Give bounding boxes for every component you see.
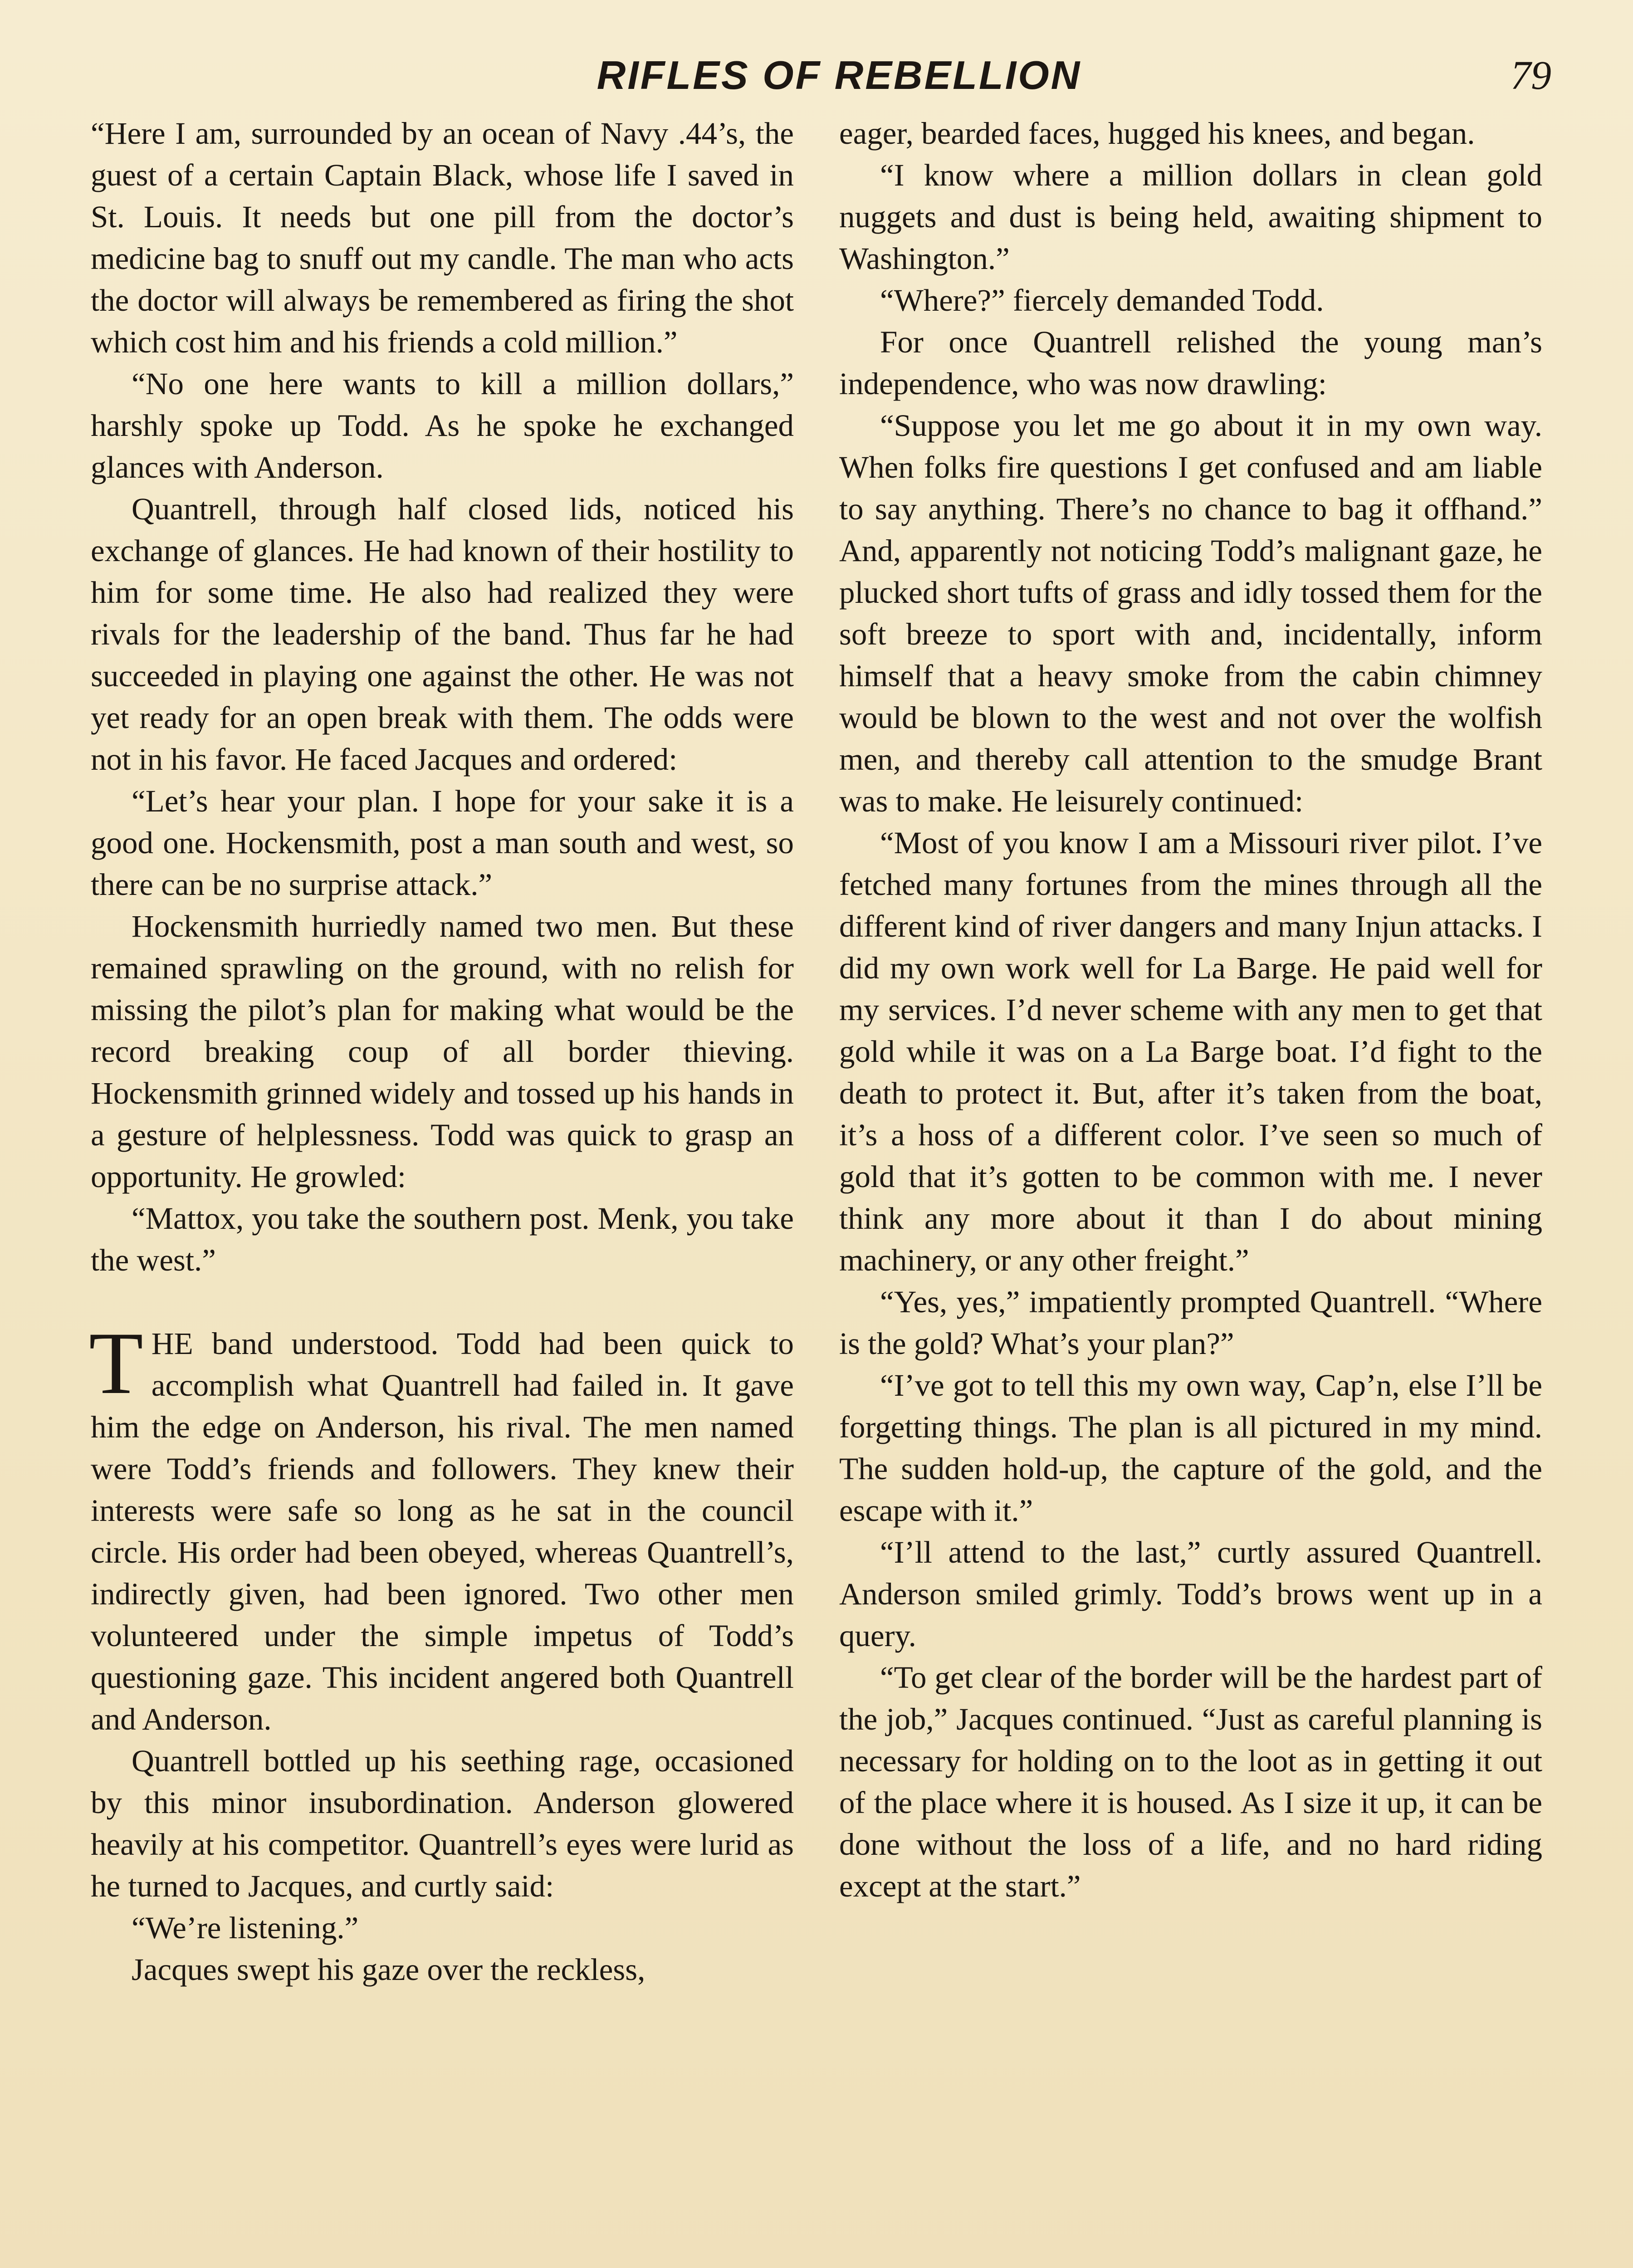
paragraph: “I’ve got to tell this my own way, Cap’n, else I’ll be forgetting things. The plan is all pictured in my mind. The sudden hold-up, the capture of the gold, and the escape with it.” <box>839 1368 1542 1528</box>
paragraph: Quantrell, through half closed lids, noticed his exchange of glances. He had known of their hostility to him for some time. He also had realized they were rivals for the leadership of the band. Thus far he had succeeded in playing one against the other. He was not yet ready for an open break with them. The odds were not in his favor. He faced Jacques and ordered: <box>91 492 794 777</box>
paragraph: For once Quantrell relished the young man’s independence, who was now drawling: <box>839 325 1542 401</box>
paragraph: “Let’s hear your plan. I hope for your sake it is a good one. Hockensmith, post a man south and west, so there can be no surprise attack.” <box>91 784 794 902</box>
right-text-column <box>839 112 1542 1907</box>
paragraph: “Yes, yes,” impatiently prompted Quantrell. “Where is the gold? What’s your plan?” <box>839 1285 1542 1361</box>
paragraph: “Where?” fiercely demanded Todd. <box>880 283 1324 318</box>
drop-cap-letter: T <box>89 1314 143 1413</box>
paragraph: Quantrell bottled up his seething rage, occasioned by this minor insubordination. Anderson glowered heavily at his competitor. Quantrell’s eyes were lurid as he turned to Jacques, and curtly said: <box>91 1744 794 1903</box>
running-header-title: RIFLES OF REBELLION <box>596 53 1082 98</box>
left-text-column <box>91 112 794 1990</box>
paragraph: “To get clear of the border will be the hardest part of the job,” Jacques continued. “Just as careful planning is necessary for holding on to the loot as in getting it out of the place where it is housed. As I size it up, it can be done without the loss of a life, and no hard riding except at the start.” <box>839 1660 1542 1903</box>
paragraph: “Here I am, surrounded by an ocean of Navy .44’s, the guest of a certain Captain Black, whose life I saved in St. Louis. It needs but one pill from the doctor’s medicine bag to snuff out my candle. The man who acts the doctor will always be remembered as firing the shot which cost him and his friends a cold million.” <box>91 116 794 359</box>
paragraph: eager, bearded faces, hugged his knees, and began. <box>839 116 1475 151</box>
paragraph: “I know where a million dollars in clean gold nuggets and dust is being held, awaiting shipment to Washington.” <box>839 158 1542 276</box>
paragraph: “I’ll attend to the last,” curtly assured Quantrell. Anderson smiled grimly. Todd’s brows went up in a query. <box>839 1535 1542 1653</box>
paragraph: “Suppose you let me go about it in my own way. When folks fire questions I get confused and am liable to say anything. There’s no chance to bag it offhand.” And, apparently not noticing Todd’s malignant gaze, he plucked short tufts of grass and idly tossed them for the soft breeze to sport with and, incidentally, inform himself that a heavy smoke from the cabin chimney would be blown to the west and not over the wolfish men, and thereby call attention to the smudge Brant was to make. He leisurely continued: <box>839 408 1542 818</box>
page-number: 79 <box>1511 53 1551 98</box>
paragraph: “No one here wants to kill a million dollars,” harshly spoke up Todd. As he spoke he exchanged glances with Anderson. <box>91 367 794 484</box>
section-start-paragraph <box>89 1314 794 1740</box>
paragraph: “Mattox, you take the southern post. Menk, you take the west.” <box>91 1201 794 1277</box>
paragraph: Jacques swept his gaze over the reckless, <box>132 1952 645 1987</box>
paragraph: “We’re listening.” <box>132 1911 359 1945</box>
section-start-text: HE band understood. Todd had been quick to accomplish what Quantrell had failed in. It gave him the edge on Anderson, his rival. The men named were Todd’s friends and followers. They knew their interests were safe so long as he sat in the council circle. His order had been obeyed, whereas Quantrell’s, indirectly given, had been ignored. Two other men volunteered under the simple impetus of Todd’s questioning gaze. This incident angered both Quantrell and Anderson. <box>91 1326 794 1736</box>
paragraph: “Most of you know I am a Missouri river pilot. I’ve fetched many fortunes from the mines through all the different kind of river dangers and many Injun attacks. I did my own work well for La Barge. He paid well for my services. I’d never scheme with any men to get that gold while it was on a La Barge boat. I’d fight to the death to protect it. But, after it’s taken from the boat, it’s a hoss of a different color. I’ve seen so much of gold that it’s gotten to be common with me. I never think any more about it than I do about mining machinery, or any other freight.” <box>839 826 1542 1277</box>
paragraph: Hockensmith hurriedly named two men. But these remained sprawling on the ground, with no relish for missing the pilot’s plan for making what would be the record breaking coup of all border thieving. Hockensmith grinned widely and tossed up his hands in a gesture of helplessness. Todd was quick to grasp an opportunity. He growled: <box>91 909 794 1194</box>
